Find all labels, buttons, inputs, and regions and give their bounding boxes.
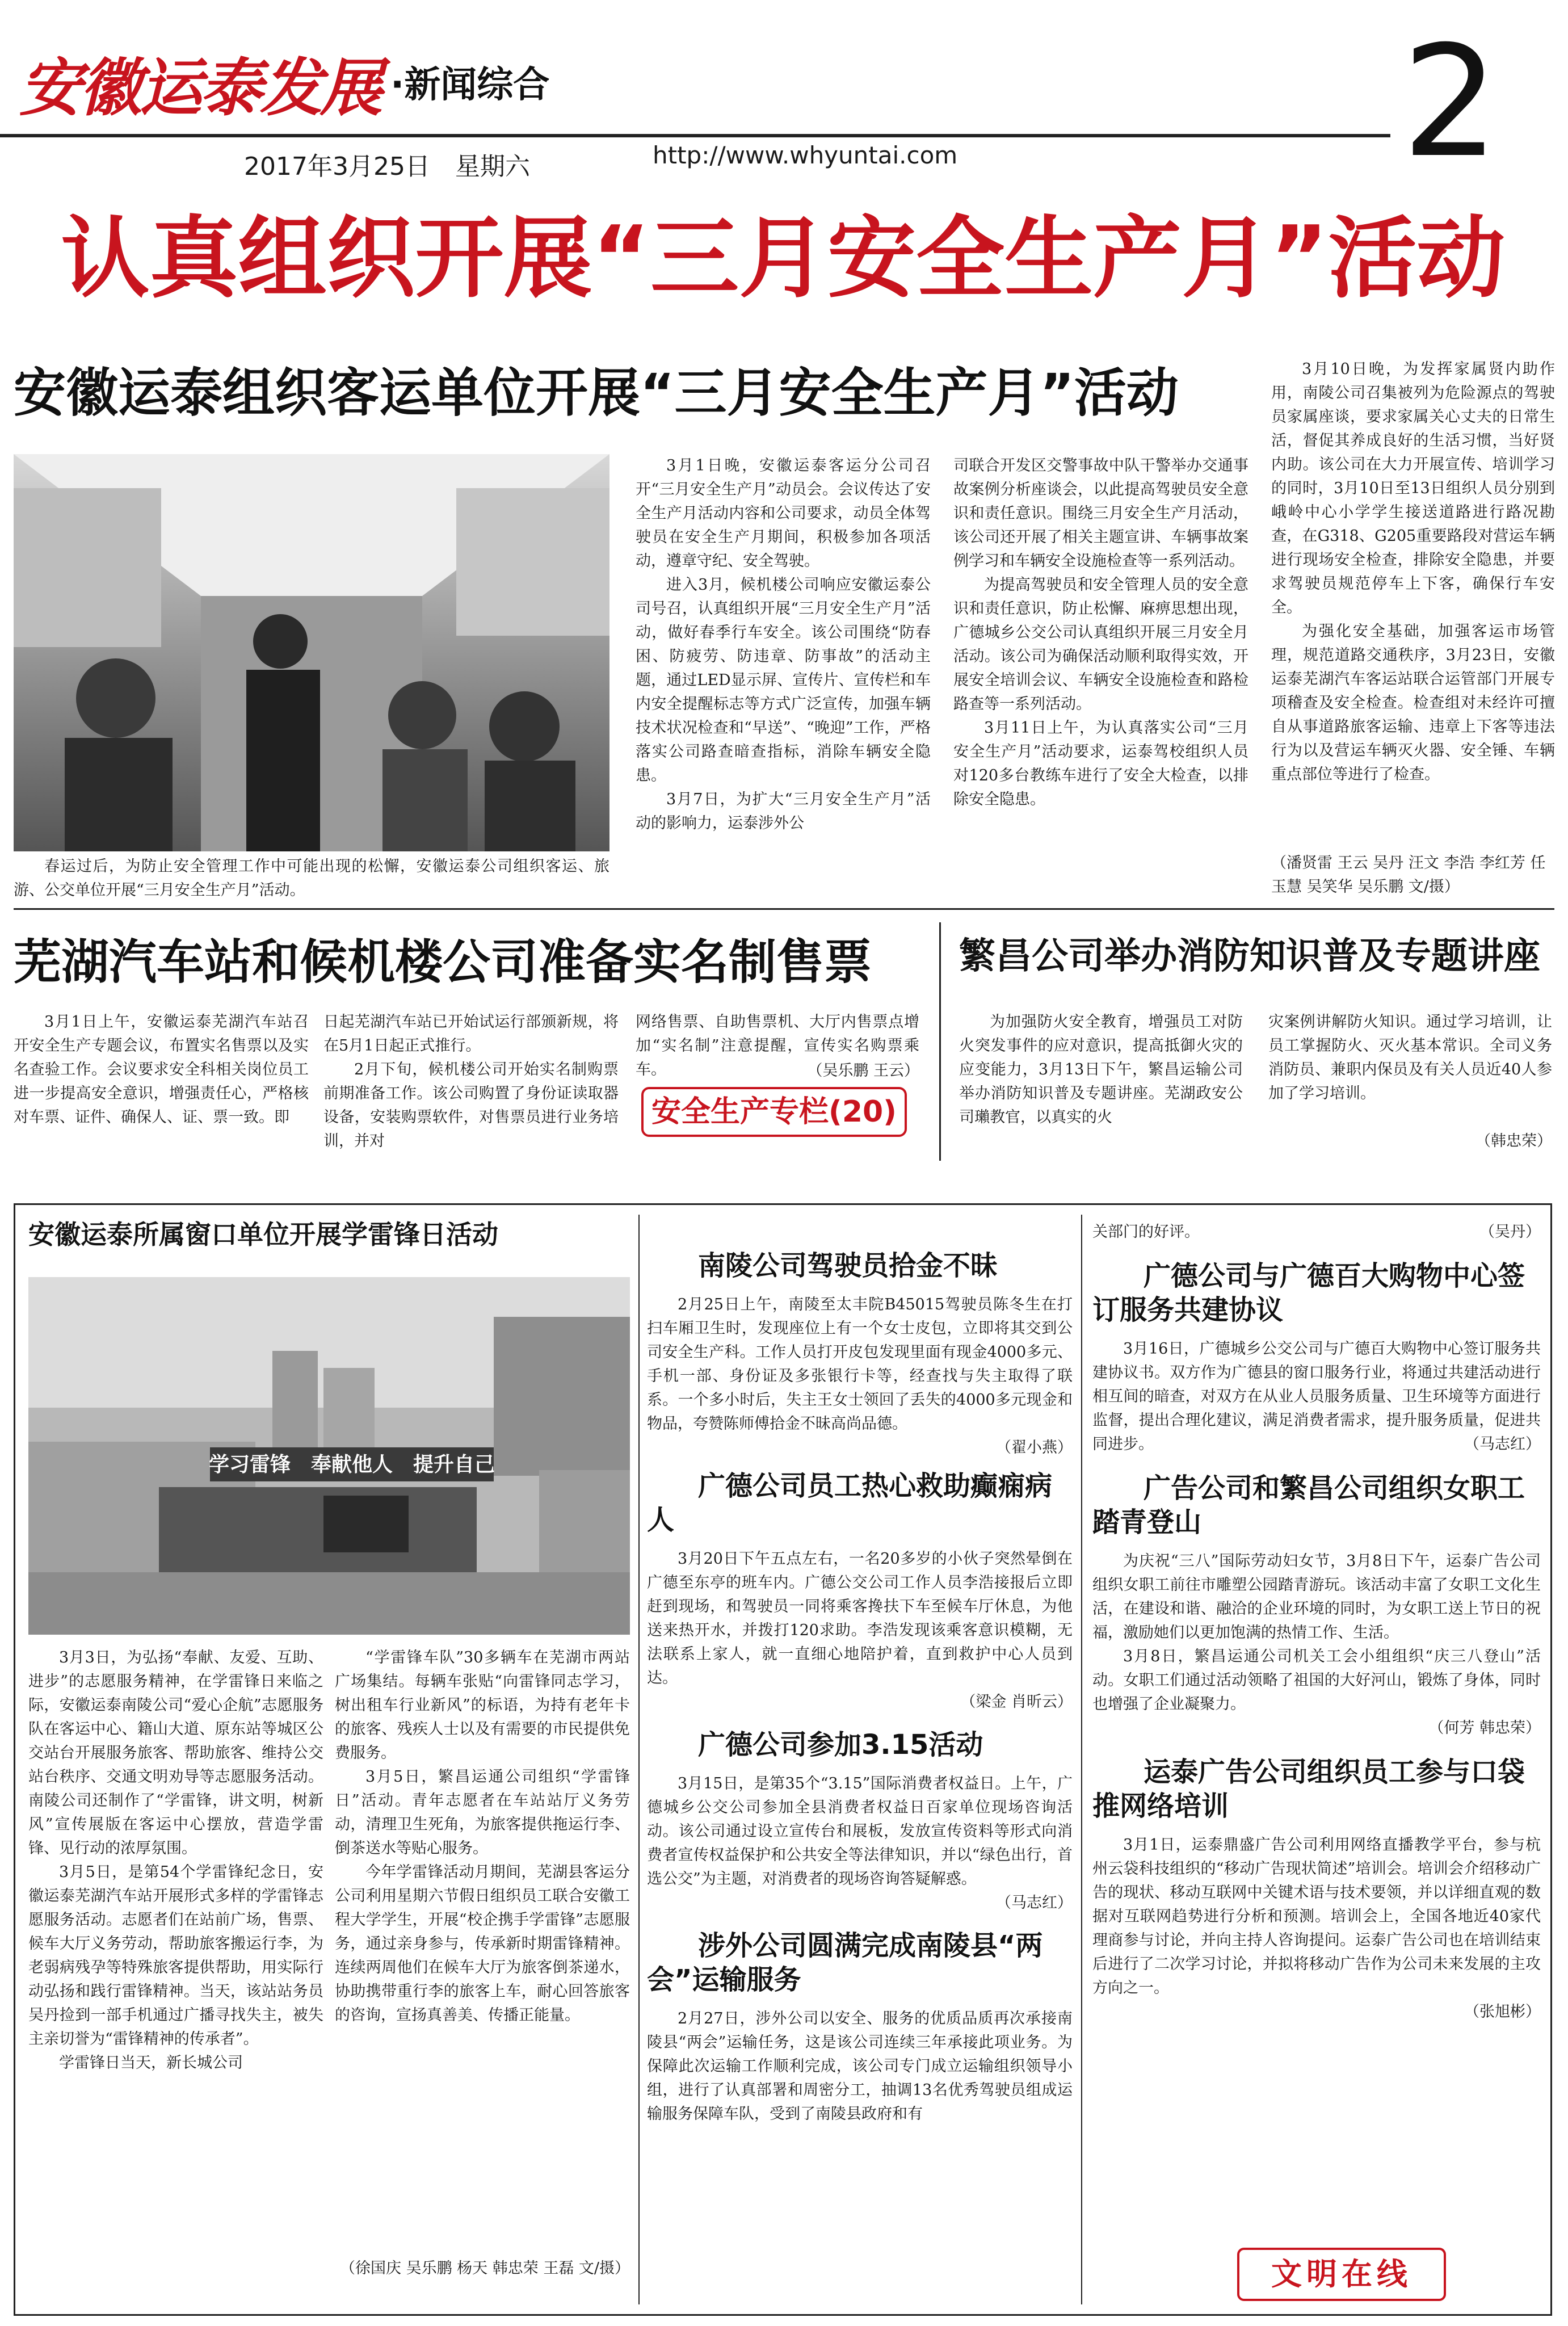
right-article-3-text: 3月1日，运泰鼎盛广告公司利用网络直播教学平台，参与杭州云袋科技组织的“移动广告现状简述”培训会。培训会介绍移动广告的现状、移动互联网中关键术语与技术要领，并以详细直观的数据对互联网趋势进行分析和预测。培训会上，全国各地近40家代理商参与讨论，并向主持人咨询提问。运泰广告公司也在培训结束后进行了二次学习讨论，并拟将移动广告作为公司未来发展的主攻方向之一。 (1092, 1836, 1541, 1997)
mid-article-3-byline: （马志红） (996, 1894, 1073, 1912)
wuhu-byline: （吴乐鹏 王云） (807, 1062, 919, 1080)
lead-col2 (636, 454, 931, 835)
mid-article-1-text: 2月25日上午，南陵至太丰院B45015驾驶员陈冬生在打扫车厢卫生时，发现座位上有一个女士皮包，立即将其交到公司安全生产科。工作人员打开皮包发现里面有现金4000多元、手机一部、身份证及多张银行卡等，经查找与失主取得了联系。一个多小时后，失主王女士领回了丢失的4000多元现金和物品，夸赞陈师傅拾金不昧高尚品德。 (647, 1296, 1073, 1433)
divider-vertical-wuhu (939, 922, 941, 1161)
mid-article-4-title: 涉外公司圆满完成南陵县“两会”运输服务 (647, 1930, 1043, 1996)
masthead-brand: 安徽运泰发展 (19, 52, 380, 124)
leifeng-photo (28, 1277, 630, 1635)
mid-article-4-text: 2月27日，涉外公司以安全、服务的优质品质再次承接南陵县“两会”运输任务，这是该公司连续三年承接此项业务。为保障此次运输工作顺利完成，该公司专门成立运输组织领导小组，进行了认真部署和周密分工，抽调13名优秀驾驶员组成运输服务保障车队，受到了南陵县政府和有 (647, 2010, 1073, 2123)
right-article-2-p2: 3月8日，繁昌运通公司机关工会小组组织“庆三八登山”活动。女职工们通过活动领略了祖国的大好河山，锻炼了身体，同时也增强了企业凝聚力。 (1092, 1648, 1541, 1713)
divider-vertical-box-2 (1081, 1215, 1082, 2304)
lead-col2-p1: 3月1日晚，安徽运泰客运分公司召开“三月安全生产月”动员会。会议传达了安全生产月活动内容和公司要求，动员全体驾驶员在安全生产月期间，积极参加各项活动，遵章守纪、安全驾驶。 (636, 457, 931, 570)
lead-col2-p3: 3月7日，为扩大“三月安全生产月”活动的影响力，运泰涉外公 (636, 791, 931, 832)
leifeng-title: 安徽运泰所属窗口单位开展学雷锋日活动 (28, 1219, 498, 1250)
mid-article-3 (647, 1728, 1073, 1915)
right-article-1-byline: （马志红） (1464, 1435, 1541, 1453)
leifeng-col2-p2: 3月5日，繁昌运通公司组织“学雷锋日”活动。青年志愿者在车站站厅义务劳动，清理卫生死角，为旅客提供拖运行李、倒茶送水等贴心服务。 (335, 1768, 630, 1857)
wuhu-col2-p2: 2月下旬，候机楼公司开始实名制购票前期准备工作。该公司购置了身份证读取器设备，安装购票软件，对售票员进行业务培训，并对 (323, 1061, 619, 1150)
right-continued-byline: （吴丹） (1479, 1223, 1541, 1241)
page-number: 2 (1402, 12, 1499, 191)
right-article-1-text: 3月16日，广德城乡公交公司与广德百大购物中心签订服务共建协议书。双方作为广德县的窗口服务行业，将通过共建活动进行相互间的暗查，对双方在从业人员服务质量、卫生环境等方面进行监督，提出合理化建议，满足消费者需求，提升服务质量，促进共同进步。 (1092, 1340, 1541, 1453)
masthead-url: http://www.whyuntai.com (653, 141, 958, 169)
right-article-1-title: 广德公司与广德百大购物中心签订服务共建协议 (1092, 1260, 1525, 1326)
fanchang-byline: （韩忠荣） (1475, 1132, 1552, 1150)
right-article-3-byline: （张旭彬） (1464, 2003, 1541, 2021)
mid-article-1-title: 南陵公司驾驶员拾金不昧 (698, 1250, 998, 1282)
lead-col2-p2: 进入3月，候机楼公司响应安徽运泰公司号召，认真组织开展“三月安全生产月”活动，做好春季行车安全。该公司围绕“防春困、防疲劳、防违章、防事故”的活动主题，通过LED显示屏、宣传片、宣传栏和车内安全提醒标志等方式广泛宣传，加强车辆技术状况检查和“早送”、“晚迎”工作，严格落实公司路查暗查指标，消除车辆安全隐患。 (636, 576, 931, 784)
mid-article-4 (647, 1929, 1073, 2126)
leifeng-col2-p1: “学雷锋车队”30多辆车在芜湖市两站广场集结。每辆车张贴“向雷锋同志学习，树出租车行业新风”的标语，为持有老年卡的旅客、残疾人士以及有需要的市民提供免费服务。 (335, 1649, 630, 1762)
lead-col3-p2: 为提高驾驶员和安全管理人员的安全意识和责任意识，防止松懈、麻痹思想出现，广德城乡公交公司认真组织开展三月安全月活动。该公司为确保活动顺利取得实效，开展安全培训会议、车辆安全设施检查和路检路查等一系列活动。 (953, 576, 1248, 713)
right-article-2-title: 广告公司和繁昌公司组织女职工踏青登山 (1092, 1472, 1525, 1538)
wuhu-col2-p1: 日起芜湖汽车站已开始试运行部颁新规，将在5月1日起正式推行。 (323, 1013, 619, 1055)
right-column (1092, 1220, 1541, 2024)
wuhu-col1: 3月1日上午，安徽运泰芜湖汽车站召开安全生产专题会议，布置实名售票以及实名查验工作。会议要求安全科相关岗位员工进一步提高安全意识，增强责任心，严格核对车票、证件、确保人、证、票一致。即 (14, 1013, 309, 1126)
lead-col4-p2: 为强化安全基础，加强客运市场管理，规范道路交通秩序，3月23日，安徽运泰芜湖汽车客运站联合运管部门开展专项稽查及安全检查。检查组对未经许可擅自从事道路旅客运输、违章上下客等违法行为以及营运车辆灭火器、安全锤、车辆重点部位等进行了检查。 (1271, 623, 1555, 783)
leifeng-banner-text: 学习雷锋 奉献他人 提升自己 (208, 1453, 495, 1476)
leifeng-col1 (28, 1646, 323, 2075)
mid-article-2-text: 3月20日下午五点左右，一名20多岁的小伙子突然晕倒在广德至东亭的班车内。广德公交公司工作人员李浩接报后立即赶到现场，和驾驶员一同将乘客搀扶下车至候车厅休息，为他送来热开水，并拨打120求助。李浩发现该乘客意识模糊，无法联系上家人，就一直细心地陪护着，直到救护中心人员到达。 (647, 1550, 1073, 1687)
lead-col3-p3: 3月11日上午，为认真落实公司“三月安全生产月”活动要求，运泰驾校组织人员对120多台教练车进行了安全大检查，以排除安全隐患。 (953, 719, 1248, 808)
wuhu-title: 芜湖汽车站和候机楼公司准备实名制售票 (14, 934, 872, 990)
mid-column (647, 1249, 1073, 2126)
fanchang-title: 繁昌公司举办消防知识普及专题讲座 (959, 935, 1540, 977)
volunteers-group-image (28, 1277, 630, 1635)
right-article-3-title: 运泰广告公司组织员工参与口袋推网络培训 (1092, 1756, 1525, 1822)
lead-byline: （潘贤雷 王云 吴丹 汪文 李浩 李红芳 任玉慧 吴笑华 吴乐鹏 文/摄） (1271, 854, 1546, 896)
mid-article-3-text: 3月15日，是第35个“3.15”国际消费者权益日。上午，广德城乡公交公司参加全县消费者权益日百家单位现场咨询活动。该公司通过设立宣传台和展板，发放宣传资料等形式向消费者宣传权益保护和公共安全等法律知识，并以“绿色出行，首选公交”为主题，对消费者的现场咨询答疑解惑。 (647, 1775, 1073, 1888)
lead-caption: 春运过后，为防止安全管理工作中可能出现的松懈，安徽运泰公司组织客运、旅游、公交单位开展“三月安全生产月”活动。 (14, 858, 609, 899)
mid-article-2-byline: （梁金 肖昕云） (960, 1693, 1073, 1711)
masthead-rule (0, 134, 1390, 137)
right-article-2-byline: （何芳 韩忠荣） (1428, 1719, 1541, 1737)
lead-col3 (953, 454, 1248, 812)
divider-1 (14, 908, 1554, 910)
leifeng-col1-p3: 学雷锋日当天，新长城公司 (59, 2054, 243, 2072)
page-headline: 认真组织开展“三月安全生产月”活动 (61, 207, 1506, 310)
right-article-2-p1: 为庆祝“三八”国际劳动妇女节，3月8日下午，运泰广告公司组织女职工前往市雕塑公园踏青游玩。该活动丰富了女职工文化生活，在建设和谐、融洽的企业环境的同时，为女职工送上节日的祝福，激励她们以更加饱满的热情工作、生活。 (1092, 1552, 1541, 1641)
leifeng-col1-p1: 3月3日，为弘扬“奉献、友爱、互助、进步”的志愿服务精神，在学雷锋日来临之际，安徽运泰南陵公司“爱心企航”志愿服务队在客运中心、籍山大道、原东站等城区公交站台开展服务旅客、帮助旅客、维持公交站台秩序、交通文明劝导等志愿服务活动。南陵公司还制作了“学雷锋，讲文明，树新风”宣传展版在客运中心摆放，营造学雷锋、见行动的浓厚氛围。 (28, 1649, 323, 1857)
safety-column-badge: 安全生产专栏(20) (641, 1087, 907, 1137)
masthead-date: 2017年3月25日 星期六 (244, 152, 530, 181)
leifeng-col1-p2: 3月5日，是第54个学雷锋纪念日，安徽运泰芜湖汽车站开展形式多样的学雷锋志愿服务活动。志愿者们在站前广场，售票、候车大厅义务劳动，帮助旅客搬运行李，为老弱病残孕等特殊旅客提供帮助，用实际行动弘扬和践行雷锋精神。当天，该站站务员吴丹捡到一部手机通过广播寻找失主，被失主亲切誉为“雷锋精神的传承者”。 (28, 1863, 323, 2048)
divider-vertical-box-1 (638, 1215, 640, 2304)
mid-article-1 (647, 1249, 1073, 1460)
wuhu-col2 (323, 1010, 619, 1153)
bus-interior-image (14, 454, 609, 851)
fanchang-col1: 为加强防火安全教育，增强员工对防火突发事件的应对意识，提高抵御火灾的应变能力，3月13日下午，繁昌运输公司举办消防知识普及专题讲座。芜湖政安公司瓎教官，以真实的火 (959, 1013, 1243, 1126)
lead-col4 (1271, 358, 1555, 787)
civilization-online-badge: 文明在线 (1237, 2248, 1446, 2301)
mid-article-1-byline: （翟小燕） (996, 1439, 1073, 1456)
leifeng-col2 (335, 1646, 630, 2027)
leifeng-byline: （徐国庆 吴乐鹏 杨天 韩忠荣 王磊 文/摄） (339, 2260, 630, 2277)
lead-col4-p1: 3月10日晚，为发挥家属贤内助作用，南陵公司召集被列为危险源点的驾驶员家属座谈，要求家属关心丈夫的日常生活，督促其养成良好的生活习惯，当好贤内助。该公司在大力开展宣传、培训学习的同时，3月10日至13日组织人员分别到峨岭中心小学学生接送道路进行路况勘查，在G318、G205重要路段对营运车辆进行现场安全检查，排除安全隐患，并要求驾驶员规范停车上下客，确保行车安全。 (1271, 360, 1555, 616)
masthead-section: ·新闻综合 (390, 64, 550, 106)
mid-article-2 (647, 1469, 1073, 1714)
fanchang-col2: 灾案例讲解防火知识。通过学习培训，让员工掌握防火、灭火基本常识。全司义务消防员、兼职内保员及有关人员近40人参加了学习培训。 (1268, 1013, 1552, 1102)
bus-photo (14, 454, 609, 851)
right-article-2-text (1092, 1550, 1541, 1716)
leifeng-col2-p3: 今年学雷锋活动月期间，芜湖县客运分公司利用星期六节假日组织员工联合安徽工程大学学生，开展“校企携手学雷锋”志愿服务，通过亲身参与，传承新时期雷锋精神。连续两周他们在候车大厅为旅客倒茶递水，协助携带重行李的旅客上车，耐心回答旅客的咨询，宣扬真善美、传播正能量。 (335, 1863, 630, 2024)
right-article-2 (1092, 1471, 1541, 1740)
right-continued: 关部门的好评。 (1092, 1223, 1200, 1241)
mid-article-2-title: 广德公司员工热心救助癫痫病人 (647, 1470, 1053, 1536)
right-article-1 (1092, 1259, 1541, 1456)
lead-col3-p1: 司联合开发区交警事故中队干警举办交通事故案例分析座谈会，以此提高驾驶员安全意识和责任意识。围绕三月安全生产月活动，该公司还开展了相关主题宣讲、车辆事故案例学习和车辆安全设施检查等一系列活动。 (953, 457, 1248, 570)
mid-article-3-title: 广德公司参加3.15活动 (698, 1729, 983, 1761)
right-article-3 (1092, 1755, 1541, 2024)
lead-title: 安徽运泰组织客运单位开展“三月安全生产月”活动 (14, 363, 1179, 423)
wuhu-col3: 网络售票、自助售票机、大厅内售票点增加“实名制”注意提醒，宣传实名购票乘车。 (636, 1013, 919, 1078)
